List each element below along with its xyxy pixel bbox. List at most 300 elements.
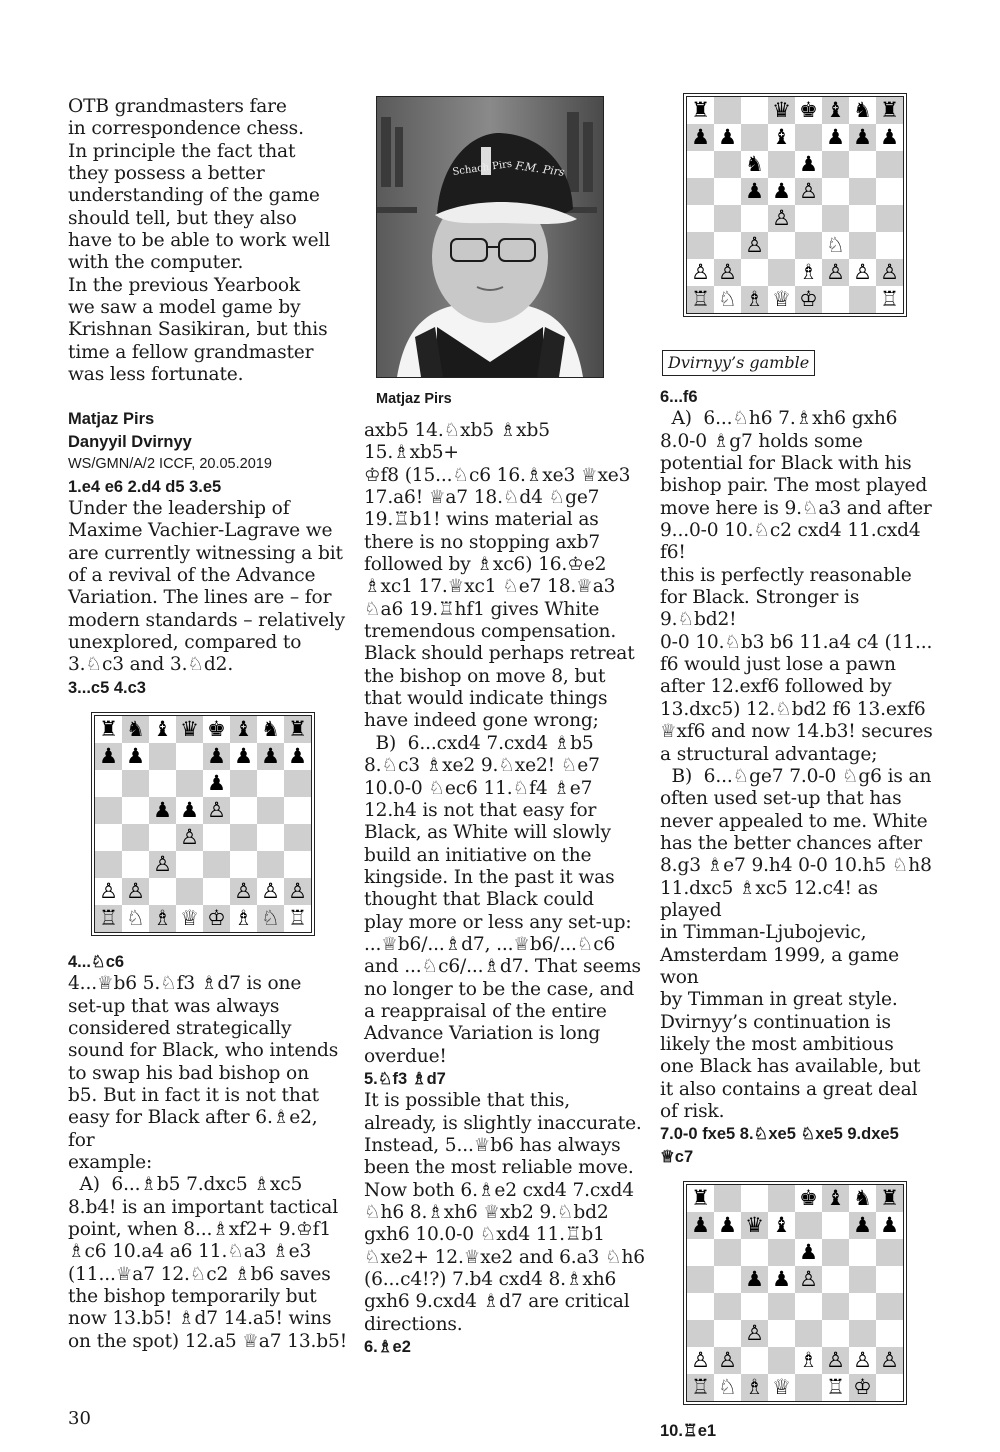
board-square	[714, 232, 741, 259]
board-square	[95, 743, 122, 770]
board-square	[122, 878, 149, 905]
text-line: A) 6...♘h6 7.♗xh6 gxh6	[660, 408, 898, 430]
chess-piece-icon: ♙	[153, 851, 172, 876]
chess-piece-icon: ♞	[853, 98, 872, 122]
board-square	[687, 259, 714, 286]
chess-piece-icon: ♝	[772, 1213, 791, 1238]
text-line: have indeed gone wrong;	[364, 710, 599, 732]
text-line: Under the leadership of	[68, 497, 290, 519]
board-square	[795, 259, 822, 286]
chess-piece-icon: ♟	[772, 1267, 791, 1292]
text-line: the bishop temporarily but	[68, 1286, 317, 1308]
board-square	[741, 1185, 768, 1212]
board-square	[122, 770, 149, 797]
text-line: a reappraisal of the entire	[364, 1000, 607, 1022]
chess-piece-icon: ♟	[826, 125, 845, 149]
black-player-name: Danyyil Dvirnyy	[68, 432, 192, 451]
chess-piece-icon: ♙	[180, 824, 199, 849]
board-square	[795, 205, 822, 232]
board-square	[203, 851, 230, 878]
text-line: considered strategically	[68, 1017, 292, 1039]
board-square	[714, 259, 741, 286]
intro-paragraph	[68, 96, 348, 386]
chess-piece-icon: ♞	[853, 1186, 872, 1211]
board-square	[876, 205, 903, 232]
board-square	[795, 1212, 822, 1239]
board-square	[768, 97, 795, 124]
chess-piece-icon: ♜	[288, 716, 307, 741]
board-square	[122, 716, 149, 743]
chess-piece-icon: ♜	[880, 98, 899, 122]
chess-piece-icon: ♙	[718, 260, 737, 284]
chess-piece-icon: ♛	[772, 98, 791, 122]
chess-piece-icon: ♗	[745, 1375, 764, 1400]
board-square	[122, 851, 149, 878]
text-line: Black, as White will slowly	[364, 822, 611, 844]
text-line: was less fortunate.	[68, 364, 244, 386]
text-line: with the computer.	[68, 252, 244, 274]
text-line: the bishop on move 8, but	[364, 665, 606, 687]
board-square	[822, 1212, 849, 1239]
text-line: example:	[68, 1152, 153, 1174]
board-square	[714, 1374, 741, 1401]
board-square	[768, 1266, 795, 1293]
board-square	[230, 716, 257, 743]
page-number: 30	[68, 1408, 91, 1429]
text-line: Black should perhaps retreat	[364, 643, 635, 665]
chess-piece-icon: ♙	[207, 797, 226, 822]
chess-piece-icon: ♟	[691, 1213, 710, 1238]
chess-piece-icon: ♟	[99, 743, 118, 768]
board-square	[284, 716, 311, 743]
board-square	[795, 286, 822, 313]
chess-piece-icon: ♜	[691, 98, 710, 122]
player-portrait-image	[377, 97, 603, 377]
board-square	[687, 286, 714, 313]
photo-caption: Matjaz Pirs	[376, 391, 452, 407]
game-moves: 10.♖e1	[660, 1422, 717, 1441]
board-square	[876, 1293, 903, 1320]
board-square	[795, 1320, 822, 1347]
board-square	[714, 205, 741, 232]
board-square	[687, 178, 714, 205]
board-square	[876, 1347, 903, 1374]
text-line: Variation. The lines are – for	[68, 587, 332, 609]
chess-piece-icon: ♙	[880, 1348, 899, 1373]
board-square	[795, 178, 822, 205]
board-square	[795, 1185, 822, 1212]
text-line: ♔f8 (15...♘c6 16.♗xe3 ♕xe3	[364, 464, 631, 486]
column-middle	[364, 96, 646, 1358]
board-square	[203, 797, 230, 824]
board-square	[768, 205, 795, 232]
board-square	[687, 1185, 714, 1212]
board-square	[741, 1266, 768, 1293]
board-square	[687, 1347, 714, 1374]
board-square	[768, 1185, 795, 1212]
board-square	[149, 716, 176, 743]
board-square	[687, 1320, 714, 1347]
chess-piece-icon: ♕	[772, 287, 791, 311]
board-square	[687, 1212, 714, 1239]
board-square	[849, 1185, 876, 1212]
board-square	[876, 151, 903, 178]
text-line: B) 6...cxd4 7.cxd4 ♗b5	[364, 732, 594, 754]
board-square	[284, 878, 311, 905]
chess-piece-icon: ♔	[799, 287, 818, 311]
board-square	[714, 286, 741, 313]
text-line: they possess a better	[68, 163, 265, 185]
board-square	[95, 716, 122, 743]
text-line: this is perfectly reasonable	[660, 564, 912, 586]
chess-piece-icon: ♟	[772, 179, 791, 203]
board-square	[795, 1266, 822, 1293]
chess-piece-icon: ♞	[261, 716, 280, 741]
board-square	[795, 97, 822, 124]
board-square	[95, 797, 122, 824]
board-square	[176, 770, 203, 797]
board-square	[822, 1347, 849, 1374]
text-line: 8.g3 ♗e7 9.h4 0-0 10.h5 ♘h8	[660, 855, 932, 877]
game-moves: 4...♘c6	[68, 952, 125, 971]
board-square	[822, 151, 849, 178]
board-square	[687, 232, 714, 259]
board-square	[230, 797, 257, 824]
board-square	[849, 1239, 876, 1266]
chess-piece-icon: ♟	[799, 152, 818, 176]
chess-piece-icon: ♖	[99, 905, 118, 930]
game-moves: 7.0-0 fxe5 8.♘xe5 ♘xe5 9.dxe5	[660, 1125, 899, 1144]
text-line: sound for Black, who intends	[68, 1040, 339, 1062]
board-square	[203, 824, 230, 851]
text-line: 3.♘c3 and 3.♘d2.	[68, 654, 234, 676]
text-line: ♘a6 19.♖hf1 gives White	[364, 598, 600, 620]
board-square	[284, 797, 311, 824]
chess-piece-icon: ♙	[799, 1267, 818, 1292]
chess-piece-icon: ♙	[772, 206, 791, 230]
text-line: In the previous Yearbook	[68, 274, 301, 296]
text-line: In principle the fact that	[68, 140, 296, 162]
board-square	[714, 1266, 741, 1293]
chess-piece-icon: ♟	[288, 743, 307, 768]
board-square	[257, 878, 284, 905]
text-line: should tell, but they also	[68, 207, 297, 229]
chess-piece-icon: ♟	[234, 743, 253, 768]
text-line: Instead, 5...♕b6 has always	[364, 1135, 621, 1156]
text-line: that would indicate things	[364, 688, 608, 710]
chess-piece-icon: ♖	[826, 1375, 845, 1400]
text-line: understanding of the game	[68, 185, 320, 207]
board-square	[768, 286, 795, 313]
board-square	[687, 1293, 714, 1320]
board-square	[257, 743, 284, 770]
board-square	[795, 1293, 822, 1320]
text-line: never appealed to me. White	[660, 810, 928, 832]
text-line: set-up that was always	[68, 995, 280, 1017]
board-square	[714, 151, 741, 178]
board-square	[230, 905, 257, 932]
text-line: has the better chances after	[660, 832, 922, 854]
text-line: thought that Black could	[364, 889, 594, 911]
board-square	[876, 1239, 903, 1266]
board-square	[849, 97, 876, 124]
board-square	[822, 1293, 849, 1320]
board-square	[714, 1212, 741, 1239]
board-square	[741, 1320, 768, 1347]
chess-piece-icon: ♟	[207, 770, 226, 795]
text-line: in correspondence chess.	[68, 118, 304, 140]
board-square	[257, 770, 284, 797]
chess-piece-icon: ♟	[799, 1240, 818, 1265]
board-square	[284, 770, 311, 797]
chess-piece-icon: ♗	[799, 1348, 818, 1373]
board-square	[876, 1374, 903, 1401]
gambit-label: Dvirnyy’s gamble	[662, 350, 815, 376]
text-line: point, when 8...♗xf2+ 9.♔f1	[68, 1219, 332, 1241]
text-line: 17.a6! ♕a7 18.♘d4 ♘ge7	[364, 487, 600, 509]
text-line: gxh6 10.0-0 ♘xd4 11.♖b1	[364, 1224, 605, 1246]
board-square	[714, 1239, 741, 1266]
column-right	[660, 96, 936, 1442]
board-square	[176, 878, 203, 905]
board-square	[687, 151, 714, 178]
text-line: and ...♘c6/...♗d7. That seems	[364, 956, 641, 978]
board-square	[795, 1374, 822, 1401]
board-square	[257, 716, 284, 743]
chess-piece-icon: ♖	[691, 287, 710, 311]
board-square	[768, 1374, 795, 1401]
text-line: already, is slightly inaccurate.	[364, 1112, 642, 1134]
board-square	[714, 178, 741, 205]
text-line: one Black has available, but	[660, 1056, 921, 1078]
text-line: ♗xc1 17.♕xc1 ♘e7 18.♕a3	[364, 576, 616, 598]
text-line: 12.h4 is not that easy for	[364, 799, 597, 821]
chess-piece-icon: ♘	[826, 233, 845, 257]
text-line: It is possible that this,	[364, 1090, 571, 1112]
board-square	[714, 1347, 741, 1374]
board-square	[741, 259, 768, 286]
board-square	[714, 1293, 741, 1320]
chess-piece-icon: ♟	[153, 797, 172, 822]
white-player-name: Matjaz Pirs	[68, 410, 155, 429]
board-square	[149, 743, 176, 770]
game-moves: 1.e4 e6 2.d4 d5 3.e5	[68, 477, 222, 496]
board-square	[714, 97, 741, 124]
text-line: ♘h6 8.♗xh6 ♕xb2 9.♘bd2	[364, 1202, 609, 1224]
board-square	[876, 1266, 903, 1293]
board-square	[849, 1266, 876, 1293]
chess-piece-icon: ♝	[153, 716, 172, 741]
board-square	[822, 178, 849, 205]
cap-embroidery-left: Schach Pirs	[451, 158, 513, 178]
board-square	[768, 178, 795, 205]
chess-piece-icon: ♟	[853, 125, 872, 149]
chess-piece-icon: ♙	[799, 179, 818, 203]
text-line: 19.♖b1! wins material as	[364, 509, 599, 531]
board-square	[176, 743, 203, 770]
chess-piece-icon: ♘	[718, 1375, 737, 1400]
chess-diagram	[686, 96, 904, 314]
board-square	[149, 797, 176, 824]
chess-piece-icon: ♙	[853, 1348, 872, 1373]
board-square	[203, 743, 230, 770]
text-line: ♘xe2+ 12.♕xe2 and 6.a3 ♘h6	[364, 1246, 645, 1268]
board-square	[95, 878, 122, 905]
board-square	[741, 205, 768, 232]
chess-piece-icon: ♝	[772, 125, 791, 149]
text-line: ♕xf6 and now 14.b3! secures	[660, 721, 933, 743]
player-photo	[376, 96, 604, 378]
board-square	[849, 1212, 876, 1239]
chess-piece-icon: ♝	[826, 98, 845, 122]
text-line: no longer to be the case, and	[364, 978, 635, 1000]
text-line: ...♕b6/...♗d7, ...♕b6/...♘c6	[364, 933, 616, 955]
chess-piece-icon: ♖	[691, 1375, 710, 1400]
board-square	[849, 1347, 876, 1374]
text-line: b5. But in fact it is not that	[68, 1085, 319, 1106]
text-line: for Black. Stronger is 9.♘bd2!	[660, 587, 865, 631]
text-line: 10.0-0 ♘ec6 11.♘f4 ♗e7	[364, 777, 593, 799]
board-square	[849, 1320, 876, 1347]
chess-piece-icon: ♙	[261, 878, 280, 903]
board-square	[741, 286, 768, 313]
text-line: modern standards – relatively	[68, 609, 345, 631]
text-line: in Timman-Ljubojevic,	[660, 922, 867, 944]
text-line: (11...♕a7 12.♘c2 ♗b6 saves	[68, 1263, 331, 1285]
chess-piece-icon: ♘	[261, 905, 280, 930]
board-square	[149, 770, 176, 797]
board-square	[822, 232, 849, 259]
board-square	[822, 1320, 849, 1347]
text-line: potential for Black with his	[660, 453, 912, 475]
chess-piece-icon: ♗	[799, 260, 818, 284]
board-square	[284, 905, 311, 932]
chess-piece-icon: ♙	[718, 1348, 737, 1373]
chess-piece-icon: ♞	[745, 152, 764, 176]
text-line: of risk.	[660, 1101, 725, 1122]
commentary-paragraph	[68, 498, 348, 677]
board-square	[795, 1239, 822, 1266]
board-square	[176, 797, 203, 824]
game-moves: 6.♗e2	[364, 1338, 411, 1357]
game-moves: 3...c5 4.c3	[68, 678, 146, 697]
board-square	[257, 797, 284, 824]
board-square	[95, 905, 122, 932]
board-square	[95, 851, 122, 878]
board-square	[176, 716, 203, 743]
chess-piece-icon: ♙	[853, 260, 872, 284]
commentary-paragraph	[364, 420, 646, 1068]
board-square	[795, 232, 822, 259]
chess-piece-icon: ♜	[99, 716, 118, 741]
board-square	[795, 124, 822, 151]
board-square	[230, 851, 257, 878]
board-square	[876, 259, 903, 286]
chess-piece-icon: ♟	[880, 125, 899, 149]
board-square	[230, 743, 257, 770]
text-line: 11.dxc5 ♗xc5 12.c4! as played	[660, 877, 884, 921]
text-line: been the most reliable move.	[364, 1157, 634, 1179]
board-square	[741, 97, 768, 124]
text-line: Amsterdam 1999, a game won	[660, 944, 905, 988]
board-square	[741, 232, 768, 259]
text-line: 8.♘c3 ♗xe2 9.♘xe2! ♘e7	[364, 755, 600, 777]
chess-piece-icon: ♔	[207, 905, 226, 930]
cap-embroidery-right: F.M. Pirs	[514, 159, 566, 179]
chess-piece-icon: ♟	[718, 125, 737, 149]
text-line: directions.	[364, 1313, 463, 1335]
text-line: B) 6...♘ge7 7.0-0 ♘g6 is an	[660, 765, 932, 787]
text-line: ♗c6 10.a4 a6 11.♘a3 ♗e3	[68, 1241, 312, 1263]
text-line: tremendous compensation.	[364, 621, 617, 643]
chess-piece-icon: ♙	[745, 233, 764, 257]
chess-piece-icon: ♙	[691, 260, 710, 284]
board-square	[849, 178, 876, 205]
board-square	[822, 124, 849, 151]
board-square	[822, 286, 849, 313]
chess-piece-icon: ♙	[826, 1348, 845, 1373]
chess-diagram	[94, 715, 312, 933]
board-square	[687, 97, 714, 124]
board-square	[741, 1239, 768, 1266]
board-square	[122, 797, 149, 824]
board-square	[176, 824, 203, 851]
board-square	[284, 743, 311, 770]
text-line: by Timman in great style.	[660, 989, 898, 1011]
chess-piece-icon: ♝	[826, 1186, 845, 1211]
board-square	[768, 1212, 795, 1239]
chess-piece-icon: ♟	[180, 797, 199, 822]
text-line: now 13.b5! ♗d7 14.a5! wins	[68, 1308, 332, 1330]
chess-piece-icon: ♟	[880, 1213, 899, 1238]
text-line: 8.0-0 ♗g7 holds some	[660, 430, 863, 452]
board-square	[876, 1320, 903, 1347]
board-square	[149, 851, 176, 878]
text-line: 9...0-0 10.♘c2 cxd4 11.cxd4 f6!	[660, 520, 927, 564]
text-line: a structural advantage;	[660, 743, 878, 765]
board-square	[741, 1347, 768, 1374]
board-square	[849, 286, 876, 313]
board-square	[822, 1185, 849, 1212]
board-square	[687, 205, 714, 232]
board-square	[741, 124, 768, 151]
text-line: gxh6 9.cxd4 ♗d7 are critical	[364, 1291, 630, 1313]
text-line: build an initiative on the	[364, 844, 592, 866]
game-moves: 5.♘f3 ♗d7	[364, 1069, 446, 1088]
board-square	[768, 1239, 795, 1266]
text-line: 13.dxc5) 12.♘bd2 f6 13.exf6	[660, 698, 926, 720]
board-square	[768, 232, 795, 259]
chess-piece-icon: ♟	[853, 1213, 872, 1238]
text-line: OTB grandmasters fare	[68, 96, 287, 117]
board-square	[768, 1293, 795, 1320]
board-square	[257, 905, 284, 932]
chess-piece-icon: ♙	[234, 878, 253, 903]
text-line: it also contains a great deal	[660, 1078, 918, 1100]
chess-piece-icon: ♚	[207, 716, 226, 741]
text-line: 4...♕b6 5.♘f3 ♗d7 is one	[68, 973, 302, 995]
board-square	[768, 151, 795, 178]
text-line: overdue!	[364, 1045, 447, 1067]
board-square	[876, 124, 903, 151]
commentary-paragraph	[68, 973, 348, 1353]
board-square	[203, 770, 230, 797]
board-square	[768, 124, 795, 151]
text-line: (6...c4!?) 7.b4 cxd4 8.♗xh6	[364, 1269, 617, 1291]
board-square	[822, 205, 849, 232]
chess-piece-icon: ♘	[126, 905, 145, 930]
board-square	[149, 878, 176, 905]
